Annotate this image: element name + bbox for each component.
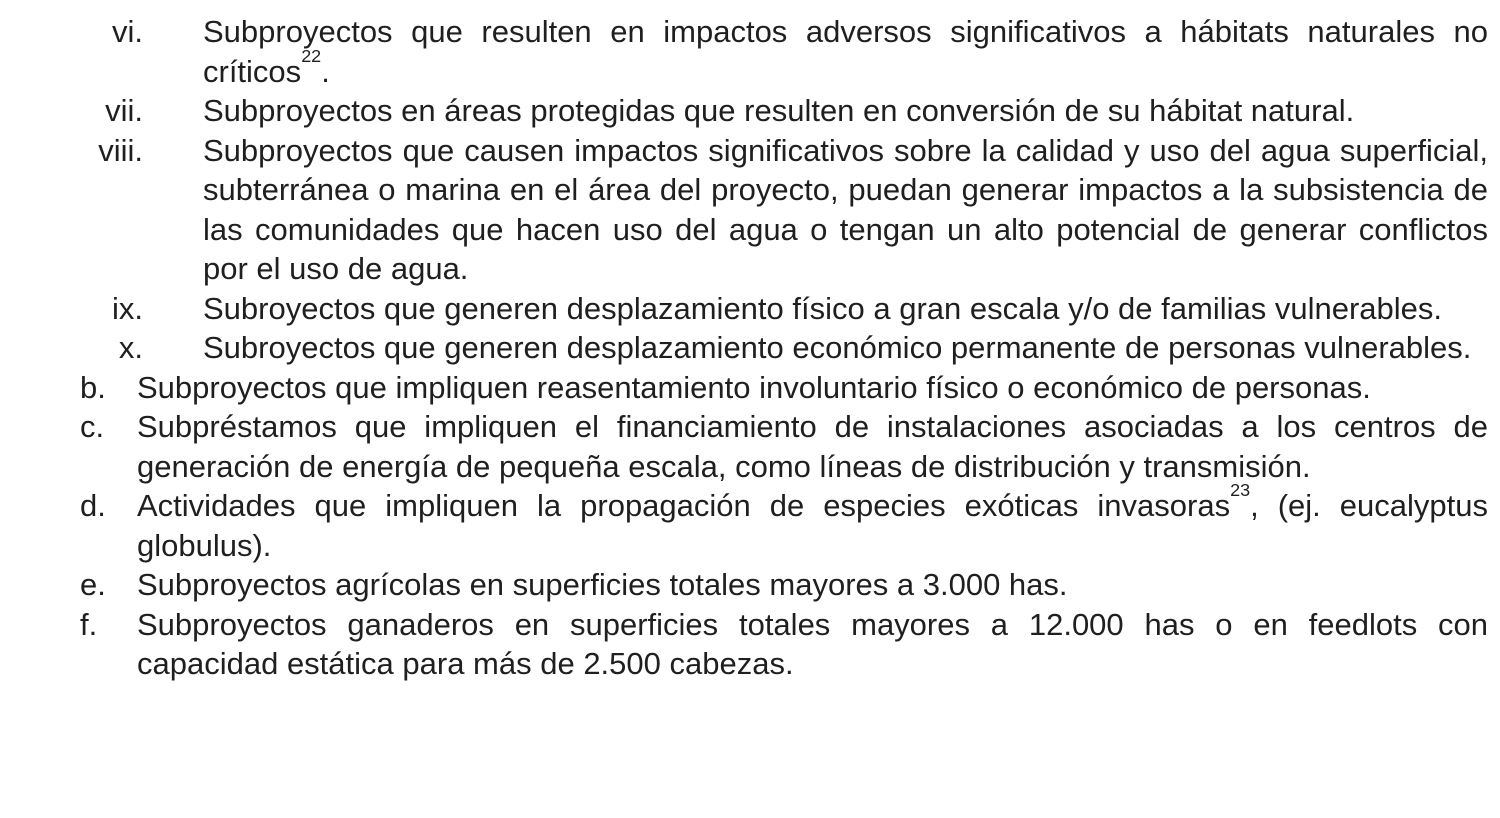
text-segment: Subroyectos que generen desplazamiento económico permanente de personas vulnerables. [203,330,1472,365]
item-marker: d. [80,488,106,523]
list-item [0,407,1488,486]
text-segment: Subroyectos que generen desplazamiento físico a gran escala y/o de familias vulnerables. [203,290,1443,326]
text-segment: Actividades que impliquen la propagación de especies exóticas invasoras [137,488,1231,523]
list-item [0,91,1488,131]
item-marker: x. [118,330,143,365]
text-segment: Subpréstamos que impliquen el financiamiento de instalaciones asociadas a los centros de generación de energía de pequeña escala, como líneas de distribución y transmisión. [137,409,1488,484]
item-text [137,368,1488,408]
item-marker: e. [80,567,106,602]
item-text [137,565,1488,605]
footnote-reference: 23 [1230,480,1251,501]
list-item [0,12,1488,91]
item-text [203,91,1488,131]
list-item [0,131,1488,289]
list-item [0,480,1488,565]
item-marker: c. [80,409,105,444]
text-segment: Subproyectos agrícolas en superficies totales mayores a 3.000 has. [137,567,1068,602]
roman-numeral-list [0,12,1488,368]
item-text [137,407,1488,486]
item-text [203,131,1488,289]
text-segment: , (ej. eucalyptus globulus). [137,488,1488,563]
list-item [0,605,1488,684]
item-text [203,289,1488,329]
text-segment: . [321,53,330,89]
letter-list [0,368,1488,684]
text-segment: Subproyectos en áreas protegidas que resulten en conversión de su hábitat natural. [203,93,1355,128]
item-text [203,328,1488,368]
list-item [0,565,1488,605]
text-segment: Subproyectos que resulten en impactos adversos significativos a hábitats naturales no críticos [203,14,1488,89]
footnote-reference: 22 [301,45,322,66]
list-item [0,289,1488,329]
item-marker: b. [80,369,106,405]
item-marker: f. [80,606,98,642]
text-segment: Subproyectos que causen impactos significativos sobre la calidad y uso del agua superficial, subterránea o marina en el área del proyecto, puedan generar impactos a la subsistencia de las comunidades que hacen uso del agua o tengan un alto potencial de generar conflictos por el uso de agua. [203,132,1488,286]
item-marker: vii. [105,93,143,128]
item-text [137,605,1488,684]
text-segment: Subproyectos ganaderos en superficies totales mayores a 12.000 has o en feedlots con capacidad estática para más de 2.500 cabezas. [137,606,1488,681]
text-segment: Subproyectos que impliquen reasentamiento involuntario físico o económico de personas. [137,369,1371,405]
item-text [137,480,1488,565]
list-item [0,328,1488,368]
item-marker: ix. [112,290,143,326]
item-marker: vi. [112,14,143,49]
item-marker: viii. [98,132,143,168]
list-item [0,368,1488,408]
item-text [203,12,1488,91]
